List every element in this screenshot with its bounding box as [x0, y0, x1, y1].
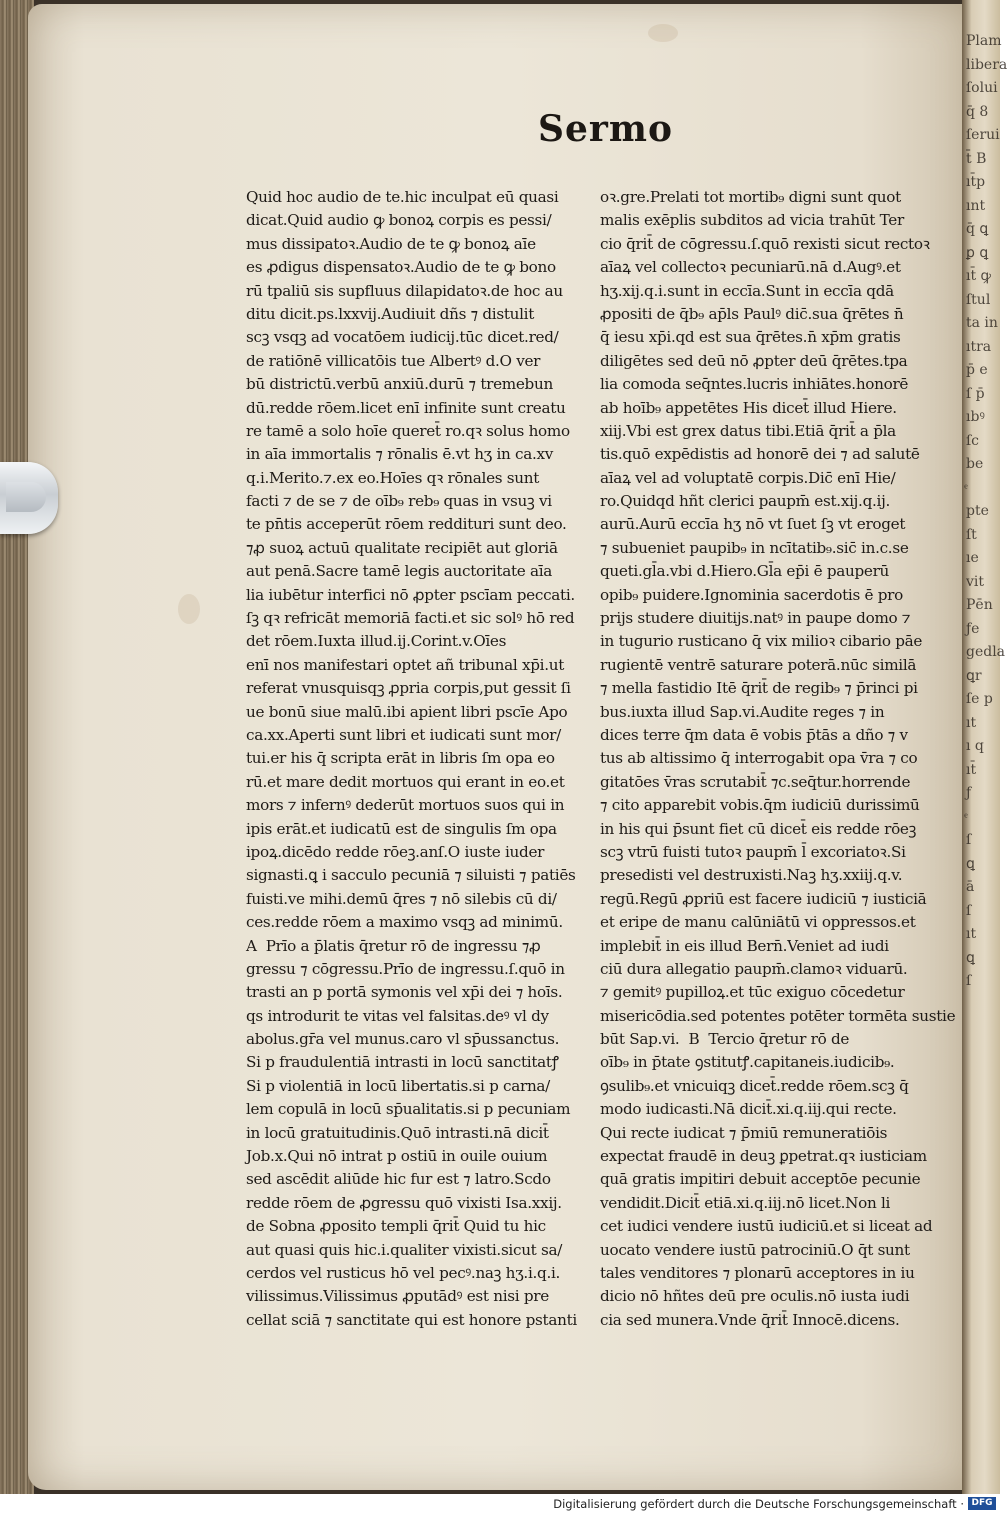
edge-text-fragment: ƒe — [966, 620, 980, 637]
edge-text-fragment: ıt — [966, 714, 977, 731]
edge-text-fragment: ıtra — [966, 338, 992, 355]
text-line: cellat sciā ⁊ sanctitate qui est honore pstanti — [246, 1310, 577, 1329]
text-line: abolus.gr̄a vel munus.caro vl sp̄ussanctus. — [246, 1030, 560, 1049]
edge-text-fragment: ſc — [966, 432, 980, 449]
text-line: signasti.ꝗ i sacculo pecuniā ⁊ siluisti ⁊ patiēs — [246, 866, 576, 885]
text-line: ⁊ gemitꝰ pupilloꝝ.et tūc exiguo cōcedetur — [600, 983, 905, 1002]
dfg-logo: DFG — [968, 1497, 996, 1510]
edge-text-fragment: ſerui — [966, 127, 1000, 143]
edge-text-fragment — [966, 477, 1000, 500]
edge-text-fragment: ıt — [966, 926, 977, 942]
edge-text-fragment: ſ — [966, 902, 972, 919]
text-line: aut quasi quis hic.i.qualiter vixisti.sicut sa/ — [246, 1240, 563, 1259]
text-line: ⁊ mella fastidio Itē q̄rit̄ de regib₉ ⁊ p̄rinci pi — [600, 679, 918, 698]
edge-text-fragment: q̄ 8 — [966, 103, 989, 120]
text-line: ditu dicit.ps.lxxvij.Audiuit dñs ⁊ distulit — [246, 304, 535, 323]
text-line: det rōem.Iuxta illud.ij.Corint.v.Oīes — [246, 632, 507, 651]
edge-text-fragment: ſ — [966, 832, 972, 848]
text-line: prijs studere diuitijs.natꝰ in paupe domo ⁊ — [600, 609, 911, 628]
text-line: gitatōes v̄ras scrutabit̄ ⁊c.seq̄tur.horrende — [600, 772, 911, 791]
text-line: et eripe de manu calūniātū vi oppressos.et — [600, 913, 916, 932]
text-line: cio q̄rit̄ de cōgressu.ſ.quō rexisti sicut rectoꝛ — [600, 234, 930, 253]
text-line: q̄ iesu xp̄i.qd est sua q̄rētes.n̄ xp̄m gratis — [600, 328, 901, 347]
edge-text-fragment: ā — [966, 879, 975, 895]
text-line: oꝛ.gre.Prelati tot mortib₉ digni sunt quot — [600, 188, 901, 206]
edge-text-fragment: ſ — [966, 973, 972, 989]
text-line: qs introdurit te vitas vel falsitas.deꝰ vl dy — [246, 1006, 549, 1025]
text-line: uocato vendere iustū patrociniū.O q̄t sunt — [600, 1240, 910, 1259]
text-line: bus.iuxta illud Sap.vi.Audite reges ⁊ in — [600, 702, 885, 721]
text-line: fuisti.ve mihi.demū q̄res ⁊ nō silebis cū di/ — [246, 889, 557, 908]
text-line: sed ascēdit aliūde hic fur est ⁊ latro.Scdo — [246, 1170, 551, 1189]
text-line: ⁊ subueniet paupib₉ in ncītatib₉.sic̄ in.c.se — [600, 538, 909, 557]
edge-text-fragment: libera — [966, 56, 1007, 73]
text-line: xiij.Vbi est grex datus tibi.Etiā q̄rit̄ a p̄la — [600, 421, 896, 440]
text-line: referat vnusquisqꝫ ꝓpria corpis,put gessit ſi — [246, 679, 571, 698]
text-line: in aīa immortalis ⁊ rōnalis ē.vt hʒ in ca.xv — [246, 445, 554, 464]
text-line: ſꝫ qꝛ refricāt memoriā facti.et sic solꝰ hō red — [246, 609, 575, 628]
text-line: ro.Quidqd hñt clerici paupm̄ est.xij.q.ij. — [600, 492, 891, 511]
text-column-left — [246, 186, 576, 1332]
edge-text-fragment: ꝗ — [966, 949, 975, 966]
edge-text-fragment: ınt — [966, 197, 986, 214]
paper-stain — [178, 594, 200, 624]
text-line: scꝫ vsqꝫ ad vocatōem iudicij.tūc dicet.red/ — [246, 328, 559, 347]
text-line: tui.er his q̄ scripta erāt in libris ſm opa eo — [246, 749, 555, 768]
edge-text-fragment: ı q — [966, 738, 984, 754]
text-line: facti ⁊ de se ⁊ de oīb₉ reb₉ quas in vsuꝫ vi — [246, 492, 552, 511]
text-line: ꝓpositi de q̄b₉ ap̄ls Paulꝰ dic̄.sua q̄rētes n̄ — [600, 304, 904, 323]
text-line: aīaꝝ vel ad voluptatē corpis.Dic̄ enī Hie/ — [600, 468, 896, 487]
text-line: aīaꝝ vel collectoꝛ pecuniarū.nā d.Augꝰ.et — [600, 258, 901, 277]
text-line: tis.quō expēdistis ad honorē dei ⁊ ad salutē — [600, 445, 920, 464]
edge-text-fragment: ſe p — [966, 691, 993, 707]
text-line: enī nos manifestari optet añ tribunal xp̄i.ut — [246, 655, 565, 674]
text-line: ces.redde rōem a maximo vsqꝫ ad minimū. — [246, 913, 563, 932]
edge-text-fragment: ꝗ — [966, 855, 975, 872]
text-line: būt Sap.vi. B Tercio q̄retur rō de — [600, 1030, 850, 1049]
text-line: gressu ⁊ cōgressu.Prīo de ingressu.ſ.quō in — [246, 959, 565, 978]
edge-text-fragment: ıbꝰ — [966, 409, 985, 425]
text-line: tales venditores ⁊ plonarū acceptores in iu — [600, 1263, 915, 1282]
text-line: trasti an p portā symonis vel xp̄i dei ⁊ hoīs. — [246, 983, 563, 1002]
text-line: cerdos vel rusticus hō vel pecꝰ.naꝫ hʒ.i.q.i. — [246, 1263, 561, 1282]
edge-text-fragment: t̄ B — [966, 150, 987, 167]
text-line: rū tpaliū sis supfluus dilapidatoꝛ.de hoc au — [246, 281, 563, 300]
text-line: ca.xx.Aperti sunt libri et iudicati sunt mor/ — [246, 725, 561, 744]
text-line: vilissimus.Vilissimus ꝓputādꝰ est nisi pre — [246, 1287, 549, 1306]
edge-text-fragment: p̄ e — [966, 362, 988, 378]
text-line: oīb₉ in p̄tate ꝯstitutꝭ.capitaneis.iudicib₉. — [600, 1053, 895, 1072]
text-line: rū.et mare dedit mortuos qui erant in eo.et — [246, 772, 565, 791]
edge-text-fragment: ƒ — [966, 785, 972, 801]
text-line: ⁊ꝓ suoꝝ actuū qualitate recipiēt aut gloriā — [246, 538, 558, 557]
text-line: presedisti vel destruxisti.Naꝫ hʒ.xxiij.q.v. — [600, 866, 903, 885]
edge-text-fragment: be — [966, 456, 984, 472]
edge-text-fragment: ſ p̄ — [966, 385, 985, 402]
text-line: q.i.Merito.⁊.ex eo.Hoīes qꝛ rōnales sunt — [246, 468, 540, 487]
text-line: Si p violentiā in locū libertatis.si p carna/ — [246, 1076, 550, 1095]
edge-text-fragment: ſolui — [966, 80, 998, 96]
text-line: ꝯsulib₉.et vnicuiqꝫ dicet̄.redde rōem.scꝫ q̄ — [600, 1076, 909, 1095]
text-line: Qui recte iudicat ⁊ p̄miū remuneratiōis — [600, 1123, 888, 1142]
text-line: ab hoīb₉ appetētes His dicet̄ illud Hiere. — [600, 398, 897, 417]
text-line: ipoꝝ.dicēdo redde rōeꝫ.anſ.O iuste iuder — [246, 842, 545, 861]
text-line: cia sed munera.Vnde q̄rit̄ Innocē.dicens. — [600, 1310, 900, 1329]
running-head: Sermo — [538, 108, 673, 150]
text-line: quā gratis impitiri debuit acceptōe pecunie — [600, 1170, 921, 1189]
text-line: modo iudicasti.Nā dicit̄.xi.q.iij.qui recte. — [600, 1100, 897, 1119]
text-line: te pn̄tis acceperūt rōem reddituri sunt deo. — [246, 515, 567, 534]
edge-text-fragment: ꝑ ꝗ — [966, 244, 989, 261]
text-line: rugientē ventrē saturare poterā.nūc similā — [600, 655, 917, 674]
edge-text-fragment: ſtul — [966, 291, 991, 308]
text-line: hʒ.xij.q.i.sunt in eccīa.Sunt in eccīa qdā — [600, 281, 894, 300]
edge-text-fragment: ıe — [966, 550, 979, 566]
edge-text-fragment — [966, 806, 1000, 829]
text-line: aurū.Aurū eccīa hʒ nō vt ſuet ſꝫ vt eroget — [600, 515, 906, 534]
paper-stain — [648, 24, 678, 42]
edge-text-fragment: Pēn — [966, 597, 993, 613]
edge-text-fragment: ꝗr — [966, 667, 982, 684]
text-line: diligētes sed deū nō ꝓpter deū q̄rētes.tpa — [600, 351, 908, 370]
text-line: redde rōem de ꝓgressu quō vixisti Isa.xxij. — [246, 1193, 562, 1212]
text-line: lem copulā in locū sp̄ualitatis.si p pecuniam — [246, 1100, 571, 1119]
edge-text-fragment: ta in — [966, 315, 998, 331]
edge-text-fragment: Plam — [966, 33, 1002, 49]
text-line: mus dissipatoꝛ.Audio de te ꝙ bonoꝝ aīe — [246, 234, 536, 253]
text-line: lia comoda seq̄ntes.lucris inhiātes.honorē — [600, 375, 909, 394]
footer-bar — [0, 1494, 1000, 1514]
text-line: Si p fraudulentiā intrasti in locū sanctitatꝭ — [246, 1053, 559, 1072]
edge-text-fragment: ıt̄ ꝙ — [966, 268, 992, 284]
edge-text-fragment: pte — [966, 503, 989, 519]
text-line: opib₉ puidere.Ignominia sacerdotis ē pro — [600, 585, 903, 604]
text-line: in tugurio rusticano q̄ vix milioꝛ cibario pāe — [600, 632, 923, 651]
text-line: A Prīo a p̄latis q̄retur rō de ingressu ⁊ꝓ — [246, 936, 541, 955]
next-page-edge — [962, 0, 1007, 1494]
text-line: dicat.Quid audio ꝙ bonoꝝ corpis es pessi/ — [246, 211, 552, 230]
text-line: expectat fraudē in deuꝫ ꝑpetrat.qꝛ iusticiam — [600, 1147, 927, 1166]
text-line: vendidit.Dicit̄ etiā.xi.q.iij.nō licet.Non li — [600, 1193, 891, 1212]
text-column-right — [600, 186, 956, 1332]
footer-credit: Digitalisierung gefördert durch die Deutsche Forschungsgemeinschaft · — [553, 1497, 964, 1511]
text-line: in his qui p̄sunt fiet cū dicet̄ eis redde rōeꝫ — [600, 819, 917, 838]
text-line: ue bonū siue malū.ibi apient libri pscīe Apo — [246, 702, 568, 721]
text-line: de ratiōnē villicatōis tue Albertꝰ d.O ver — [246, 351, 541, 370]
edge-text-fragment: q̄ ꝗ — [966, 221, 989, 237]
text-line: de Sobna ꝓposito templi q̄rit̄ Quid tu hic — [246, 1217, 546, 1236]
text-line: dicio nō hñtes deū pre oculis.nō iusta iudi — [600, 1287, 910, 1306]
edge-text-fragment: vit — [966, 573, 985, 590]
edge-text-fragment: ſt — [966, 526, 977, 543]
text-line: malis exēplis subditos ad vicia trahūt Ter — [600, 211, 904, 230]
text-line: dū.redde rōem.licet enī infinite sunt creatu — [246, 398, 566, 417]
text-line: scꝫ vtrū fuisti tutoꝛ paupm̄ l̄ excoriatoꝛ.Si — [600, 842, 906, 861]
text-line: Quid hoc audio de te.hic inculpat eū quasi — [246, 188, 559, 206]
text-line: tus ab altissimo q̄ interrogabit opa v̄ra ⁊ co — [600, 749, 918, 768]
text-line: Job.x.Qui nō intrat p ostiū in ouile ouium — [246, 1147, 548, 1166]
text-line: re tamē a solo hoīe queret̄ ro.qꝛ solus homo — [246, 421, 570, 440]
text-line: ciū dura allegatio paupm̄.clamoꝛ viduarū. — [600, 959, 908, 978]
edge-text-fragment: ıt̄ — [966, 761, 977, 778]
text-line: regū.Regū ꝓpriū est facere iudiciū ⁊ iusticiā — [600, 889, 927, 908]
text-line: in locū gratuitudinis.Quō intrasti.nā dicit̄ — [246, 1123, 549, 1142]
text-line: queti.gl̄a.vbi d.Hiero.Gl̄a ep̄i ē pauperū — [600, 562, 890, 581]
text-line: dices terre q̄m data ē vobis p̄tās a dño ⁊ v — [600, 725, 908, 744]
text-line: misericōdia.sed potentes potēter tormēta sustie — [600, 1006, 956, 1025]
edge-text-fragment: gedla — [966, 644, 1006, 660]
edge-text-fragment: ıt̄p — [966, 174, 986, 190]
text-line: ⁊ cito apparebit vobis.q̄m iudiciū durissimū — [600, 796, 920, 815]
text-line: mors ⁊ infernꝰ dederūt mortuos suos qui in — [246, 796, 565, 815]
text-line: implebit̄ in eis illud Bern̄.Veniet ad iudi — [600, 936, 889, 955]
text-line: lia iubētur interfici nō ꝓpter pscīam peccati. — [246, 585, 575, 604]
text-line: ipis erāt.et iudicatū est de singulis ſm opa — [246, 819, 557, 838]
page-clip — [0, 462, 58, 534]
text-line: bū districtū.verbū anxiū.durū ⁊ tremebun — [246, 375, 553, 394]
text-line: es ꝓdigus dispensatoꝛ.Audio de te ꝙ bono — [246, 258, 556, 277]
text-line: aut penā.Sacre tamē legis auctoritate aīa — [246, 562, 553, 581]
text-line: cet iudici vendere iustū iudiciū.et si liceat ad — [600, 1217, 933, 1236]
